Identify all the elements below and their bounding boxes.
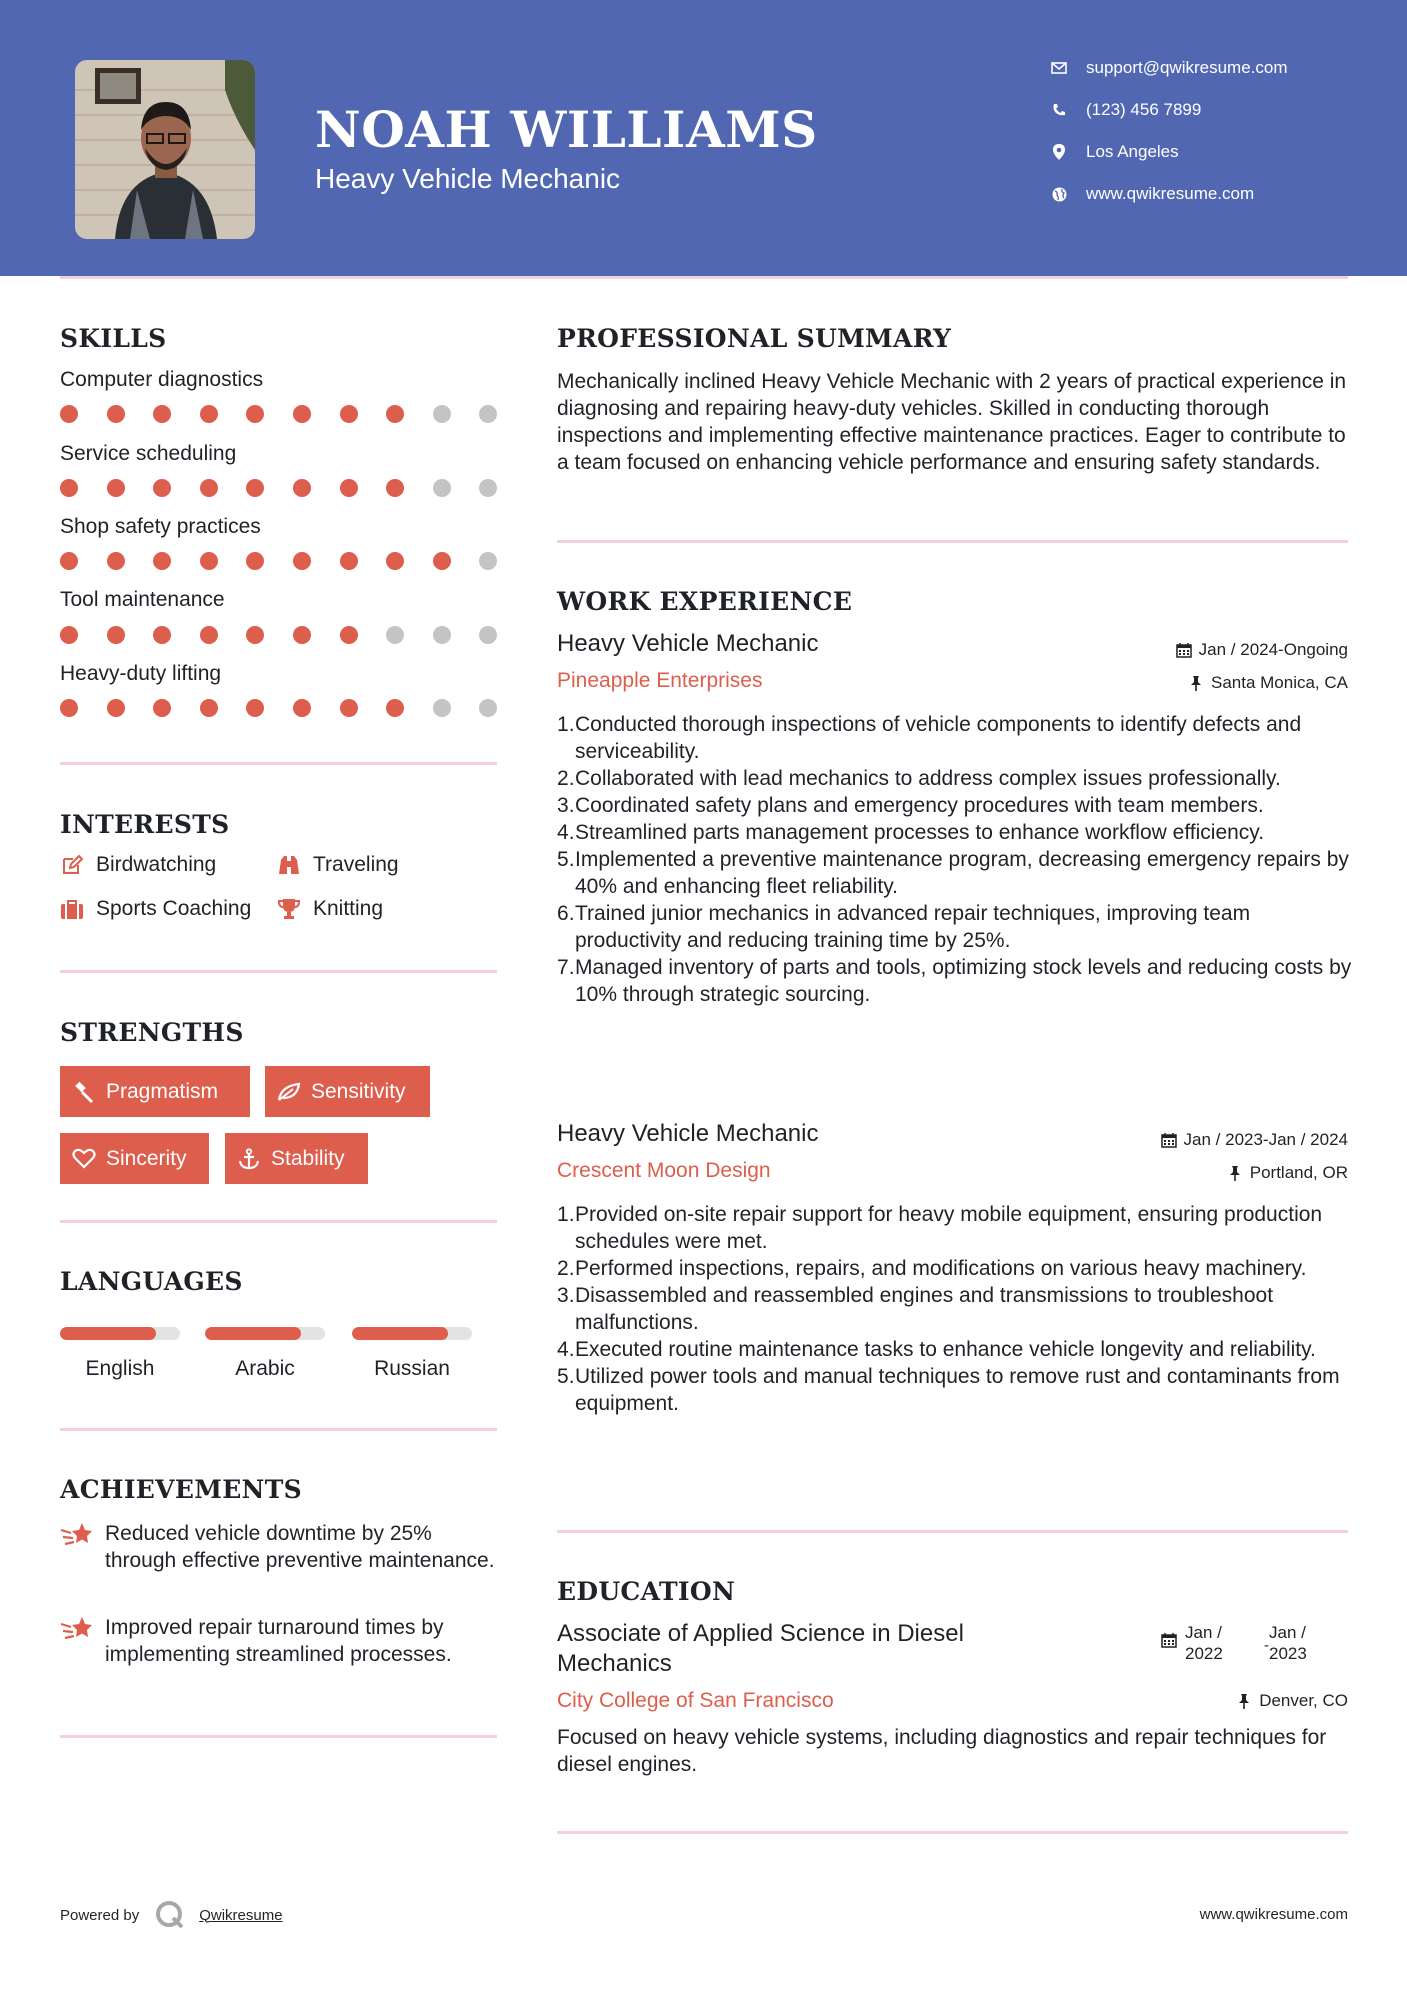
section-divider (60, 1220, 497, 1223)
job-bullet: Collaborated with lead mechanics to address complex issues professionally. (575, 767, 1281, 790)
interests-title: INTERESTS (60, 810, 230, 839)
skill-dot (246, 479, 264, 497)
strength-tag (225, 1133, 368, 1184)
edit-icon (60, 853, 84, 877)
skill-dot (153, 699, 171, 717)
skill-dot (433, 699, 451, 717)
leaf-icon (277, 1080, 301, 1104)
skill-dot (200, 626, 218, 644)
skill-dot (153, 405, 171, 423)
skill-name: Computer diagnostics (60, 368, 264, 391)
section-divider (60, 762, 497, 765)
contact-phone-text: (123) 456 7899 (1086, 100, 1202, 119)
job-bullets (557, 1201, 1357, 1417)
pushpin-icon (1227, 1165, 1243, 1181)
achievements-title: ACHIEVEMENTS (60, 1475, 302, 1504)
shooting-star-icon (60, 1520, 94, 1548)
interest-item (277, 897, 383, 921)
trophy-icon (277, 897, 301, 921)
skill-dot (107, 699, 125, 717)
candidate-role: Heavy Vehicle Mechanic (315, 163, 621, 194)
education-location (1236, 1691, 1348, 1711)
language-name: Russian (374, 1357, 450, 1380)
location-pin-icon (1050, 143, 1068, 161)
skill-dot (200, 699, 218, 717)
footer-website[interactable]: www.qwikresume.com (1199, 1906, 1348, 1923)
interest-label: Traveling (313, 853, 399, 876)
strengths-title: STRENGTHS (60, 1018, 244, 1047)
shooting-star-icon (60, 1614, 94, 1642)
gavel-icon (72, 1080, 96, 1104)
language-level-bar (205, 1327, 325, 1340)
powered-by-text: Powered by (60, 1906, 140, 1924)
contact-phone[interactable] (1050, 100, 1201, 120)
skill-rating (60, 405, 500, 423)
job-location (1227, 1163, 1348, 1183)
skill-dot (107, 552, 125, 570)
skill-dot (340, 405, 358, 423)
skill-dot (293, 552, 311, 570)
skill-dot (479, 405, 497, 423)
pushpin-icon (1188, 675, 1204, 691)
qwikresume-link[interactable]: Qwikresume (199, 1906, 283, 1924)
job-dates-text: Jan / 2023-Jan / 2024 (1183, 1130, 1348, 1149)
pushpin-icon (1236, 1693, 1252, 1709)
strength-label: Stability (271, 1146, 345, 1170)
skill-dot (340, 552, 358, 570)
languages-title: LANGUAGES (60, 1267, 243, 1296)
skill-dot (293, 699, 311, 717)
achievement-item (60, 1520, 500, 1574)
skill-dot (433, 479, 451, 497)
experience-title: WORK EXPERIENCE (557, 587, 853, 616)
skill-dot (60, 405, 78, 423)
skill-dot (107, 626, 125, 644)
summary-title: PROFESSIONAL SUMMARY (557, 324, 952, 353)
skill-dot (479, 479, 497, 497)
job-dates (1161, 1130, 1348, 1150)
skill-dot (60, 479, 78, 497)
skill-dot (293, 626, 311, 644)
job-bullet: Coordinated safety plans and emergency procedures with team members. (575, 794, 1264, 817)
skill-dot (293, 479, 311, 497)
education-title: EDUCATION (557, 1577, 736, 1606)
education-date-dash: - (1264, 1637, 1269, 1654)
education-end-month: Jan / (1269, 1623, 1306, 1642)
job-bullet: Managed inventory of parts and tools, optimizing stock levels and reducing costs by 10% through strategic sourcing. (575, 956, 1352, 1006)
skill-rating (60, 699, 500, 717)
section-divider (557, 1530, 1348, 1533)
education-end-year: 2023 (1269, 1644, 1307, 1663)
skill-dot (107, 479, 125, 497)
skill-dot (246, 626, 264, 644)
interest-label: Sports Coaching (96, 897, 252, 920)
calendar-icon (1176, 642, 1192, 658)
skill-dot (246, 699, 264, 717)
language-level-fill (205, 1327, 301, 1340)
contact-email[interactable] (1050, 58, 1288, 78)
job-bullet: Performed inspections, repairs, and modifications on various heavy machinery. (575, 1257, 1307, 1280)
section-divider (557, 1831, 1348, 1834)
strength-label: Sincerity (106, 1146, 187, 1170)
skill-rating (60, 479, 500, 497)
profile-photo (75, 60, 255, 239)
candidate-name: NOAH WILLIAMS (315, 100, 818, 159)
company-name: Pineapple Enterprises (557, 669, 763, 692)
strength-tag (265, 1066, 430, 1117)
contact-website[interactable] (1050, 184, 1254, 204)
skill-rating (60, 552, 500, 570)
skill-name: Tool maintenance (60, 588, 225, 611)
interest-item (277, 853, 399, 877)
skill-dot (153, 626, 171, 644)
skill-dot (433, 405, 451, 423)
skill-dot (60, 699, 78, 717)
skill-dot (386, 552, 404, 570)
skill-name: Heavy-duty lifting (60, 662, 222, 685)
job-bullet: Streamlined parts management processes to enhance workflow efficiency. (575, 821, 1265, 844)
job-title: Heavy Vehicle Mechanic (557, 630, 819, 657)
skill-dot (340, 479, 358, 497)
heart-icon (72, 1147, 96, 1171)
job-location-text: Portland, OR (1249, 1163, 1348, 1182)
calendar-icon (1161, 1632, 1177, 1648)
skill-dot (340, 699, 358, 717)
skill-dot (479, 699, 497, 717)
skill-dot (200, 479, 218, 497)
education-start-date (1185, 1622, 1223, 1664)
job-location-text: Santa Monica, CA (1210, 673, 1348, 692)
interest-item (60, 853, 216, 877)
education-location-text: Denver, CO (1259, 1691, 1348, 1710)
summary-text: Mechanically inclined Heavy Vehicle Mechanic with 2 years of practical experience in diagnosing and repairing heavy-duty vehicles. Skilled in conducting thorough inspections and implementing effective maintenance practices. Eager to contribute to a team focused on enhancing vehicle performance and ensuring safety standards. (557, 370, 1347, 474)
skill-dot (60, 626, 78, 644)
achievement-text: Reduced vehicle downtime by 25% through effective preventive maintenance. (105, 1522, 495, 1572)
job-dates-text: Jan / 2024-Ongoing (1198, 640, 1348, 659)
language-level-fill (352, 1327, 448, 1340)
skill-dot (246, 405, 264, 423)
skill-dot (479, 552, 497, 570)
skill-dot (200, 552, 218, 570)
language-level-bar (60, 1327, 180, 1340)
contact-location-text: Los Angeles (1086, 142, 1179, 161)
qwikresume-logo-icon (155, 1900, 185, 1930)
achievement-item (60, 1614, 500, 1668)
section-divider (60, 1735, 497, 1738)
contact-website-text: www.qwikresume.com (1086, 184, 1255, 203)
education-description: Focused on heavy vehicle systems, including diagnostics and repair techniques for diesel engines. (557, 1726, 1327, 1776)
section-divider (557, 540, 1348, 543)
header-divider (60, 276, 1348, 279)
skill-dot (200, 405, 218, 423)
contact-location (1050, 142, 1179, 162)
calendar-icon (1161, 1132, 1177, 1148)
skill-name: Service scheduling (60, 442, 237, 465)
strength-label: Pragmatism (106, 1079, 219, 1103)
job-dates (1176, 640, 1348, 660)
skill-dot (433, 552, 451, 570)
interest-label: Birdwatching (96, 853, 217, 876)
skill-dot (433, 626, 451, 644)
education-start-month: Jan / (1185, 1623, 1222, 1642)
job-bullet: Utilized power tools and manual techniques to remove rust and contaminants from equipment. (575, 1365, 1340, 1415)
globe-icon (1050, 185, 1068, 203)
section-divider (60, 970, 497, 973)
skill-dot (153, 552, 171, 570)
school-name: City College of San Francisco (557, 1689, 834, 1712)
skill-dot (386, 405, 404, 423)
skill-dot (153, 479, 171, 497)
skill-dot (386, 626, 404, 644)
education-start-year: 2022 (1185, 1644, 1223, 1663)
skill-dot (386, 479, 404, 497)
language-level-bar (352, 1327, 472, 1340)
language-name: English (85, 1357, 155, 1380)
job-location (1188, 673, 1348, 693)
strength-label: Sensitivity (311, 1079, 406, 1103)
job-bullets (557, 711, 1357, 1008)
footer-powered-by (60, 1900, 283, 1930)
section-divider (60, 1428, 497, 1431)
skill-dot (479, 626, 497, 644)
briefcase-icon (60, 897, 84, 921)
language-level-fill (60, 1327, 156, 1340)
degree-title: Associate of Applied Science in Diesel Mechanics (557, 1620, 964, 1677)
job-bullet: Disassembled and reassembled engines and transmissions to troubleshoot malfunctions. (575, 1284, 1274, 1334)
skill-name: Shop safety practices (60, 515, 261, 538)
skills-title: SKILLS (60, 324, 167, 353)
phone-icon (1050, 101, 1068, 119)
skill-dot (107, 405, 125, 423)
strength-tag (60, 1133, 209, 1184)
anchor-icon (237, 1147, 261, 1171)
resume-header (0, 0, 1407, 276)
achievement-text: Improved repair turnaround times by implementing streamlined processes. (105, 1616, 452, 1666)
contact-email-text: support@qwikresume.com (1086, 58, 1288, 77)
skill-dot (386, 699, 404, 717)
job-bullet: Implemented a preventive maintenance program, decreasing emergency repairs by 40% and enhancing fleet reliability. (575, 848, 1349, 898)
skill-dot (246, 552, 264, 570)
company-name: Crescent Moon Design (557, 1159, 771, 1182)
job-title: Heavy Vehicle Mechanic (557, 1120, 819, 1147)
envelope-icon (1050, 59, 1068, 77)
job-bullet: Trained junior mechanics in advanced repair techniques, improving team productivity and reducing training time by 25%. (575, 902, 1251, 952)
interest-label: Knitting (313, 897, 384, 920)
language-name: Arabic (235, 1357, 295, 1380)
job-bullet: Provided on-site repair support for heavy mobile equipment, ensuring production schedules were met. (575, 1203, 1323, 1253)
strength-tag (60, 1066, 250, 1117)
skill-rating (60, 626, 500, 644)
job-bullet: Executed routine maintenance tasks to enhance vehicle longevity and reliability. (575, 1338, 1316, 1361)
binoculars-icon (277, 853, 301, 877)
job-bullet: Conducted thorough inspections of vehicle components to identify defects and serviceability. (575, 713, 1302, 763)
interest-item (60, 897, 251, 921)
skill-dot (340, 626, 358, 644)
education-end-date (1269, 1622, 1307, 1664)
skill-dot (293, 405, 311, 423)
skill-dot (60, 552, 78, 570)
